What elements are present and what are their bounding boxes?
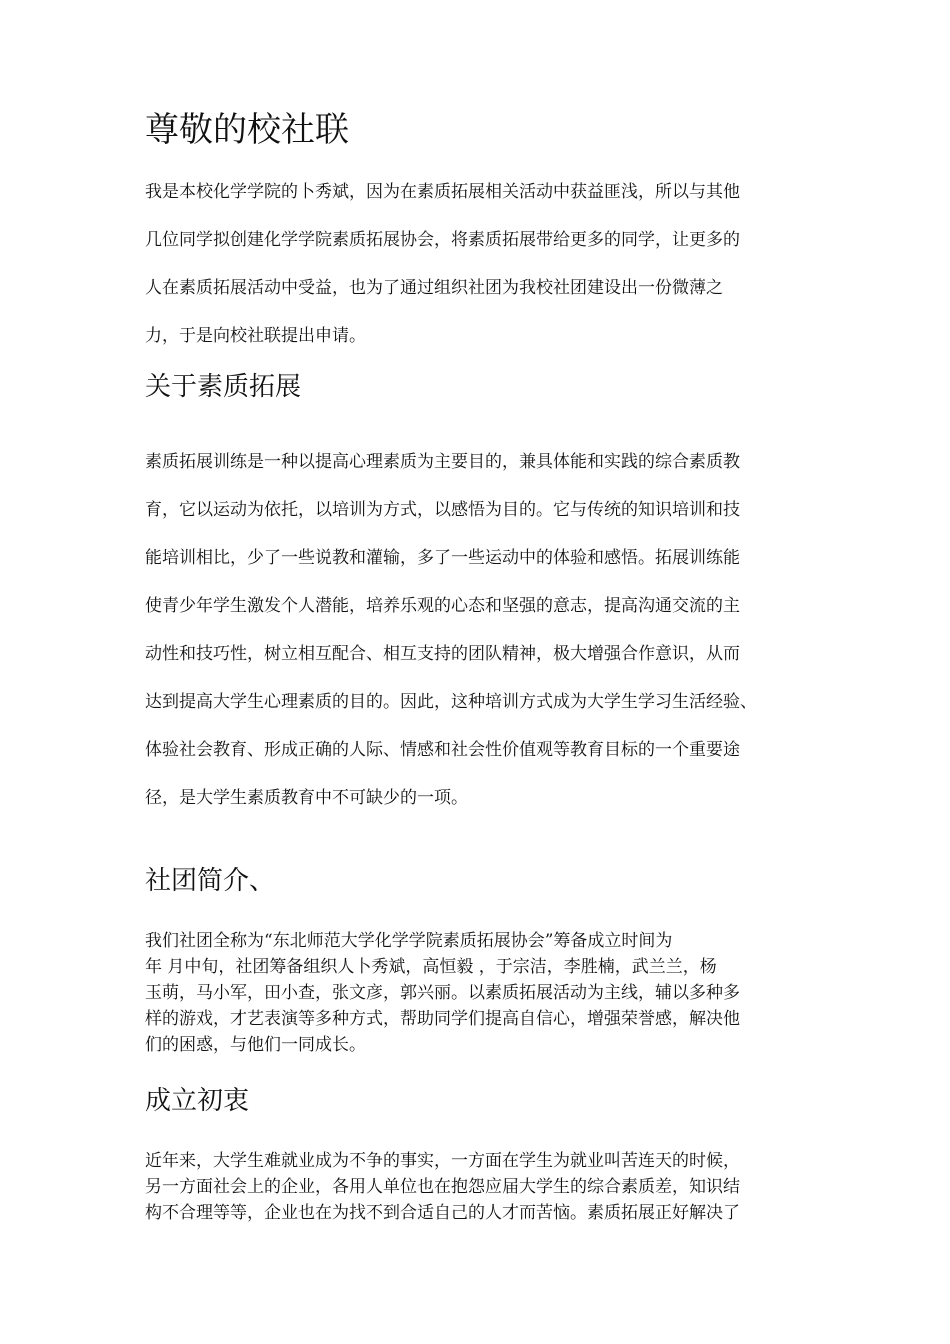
origin-paragraph xyxy=(145,1148,815,1226)
page-title: 尊敬的校社联 xyxy=(145,110,349,150)
about-paragraph xyxy=(145,438,815,822)
paragraph-line: 径，是大学生素质教育中不可缺少的一项。 xyxy=(145,788,468,808)
paragraph-line: 玉萌，马小军，田小查，张文彦，郭兴丽。以素质拓展活动为主线，辅以多种多 xyxy=(145,983,740,1003)
paragraph-line: 人在素质拓展活动中受益，也为了通过组织社团为我校社团建设出一份微薄之 xyxy=(145,278,723,298)
section-heading-origin: 成立初衷 xyxy=(145,1086,250,1116)
paragraph-line: 素质拓展训练是一种以提高心理素质为主要目的，兼具体能和实践的综合素质教 xyxy=(145,452,740,472)
paragraph-line: 我们社团全称为“东北师范大学化学学院素质拓展协会”筹备成立时间为 xyxy=(145,931,673,951)
paragraph-line: 育，它以运动为依托，以培训为方式，以感悟为目的。它与传统的知识培训和技 xyxy=(145,500,740,520)
paragraph-line: 另一方面社会上的企业，各用人单位也在抱怨应届大学生的综合素质差，知识结 xyxy=(145,1177,740,1197)
paragraph-line: 使青少年学生激发个人潜能，培养乐观的心态和坚强的意志，提高沟通交流的主 xyxy=(145,596,740,616)
section-heading-about: 关于素质拓展 xyxy=(145,372,302,402)
paragraph-line: 样的游戏，才艺表演等多种方式，帮助同学们提高自信心，增强荣誉感，解决他 xyxy=(145,1009,740,1029)
paragraph-line: 能培训相比，少了一些说教和灌输，多了一些运动中的体验和感悟。拓展训练能 xyxy=(145,548,740,568)
paragraph-line: 达到提高大学生心理素质的目的。因此，这种培训方式成为大学生学习生活经验、 xyxy=(145,692,757,712)
paragraph-line: 力，于是向校社联提出申请。 xyxy=(145,326,366,346)
paragraph-line: 构不合理等等，企业也在为找不到合适自己的人才而苦恼。素质拓展正好解决了 xyxy=(145,1203,740,1223)
paragraph-line: 我是本校化学学院的卜秀斌，因为在素质拓展相关活动中获益匪浅，所以与其他 xyxy=(145,182,740,202)
club-paragraph xyxy=(145,928,815,1058)
section-heading-club: 社团简介、 xyxy=(145,866,276,896)
paragraph-line: 近年来，大学生难就业成为不争的事实，一方面在学生为就业叫苦连天的时候， xyxy=(145,1151,740,1171)
paragraph-line: 年 月中旬，社团筹备组织人卜秀斌，高恒毅 ，于宗洁，李胜楠，武兰兰，杨 xyxy=(145,957,717,977)
paragraph-line: 几位同学拟创建化学学院素质拓展协会，将素质拓展带给更多的同学，让更多的 xyxy=(145,230,740,250)
intro-paragraph xyxy=(145,168,815,360)
paragraph-line: 动性和技巧性，树立相互配合、相互支持的团队精神，极大增强合作意识，从而 xyxy=(145,644,740,664)
paragraph-line: 体验社会教育、形成正确的人际、情感和社会性价值观等教育目标的一个重要途 xyxy=(145,740,740,760)
paragraph-line: 们的困惑，与他们一同成长。 xyxy=(145,1035,366,1055)
